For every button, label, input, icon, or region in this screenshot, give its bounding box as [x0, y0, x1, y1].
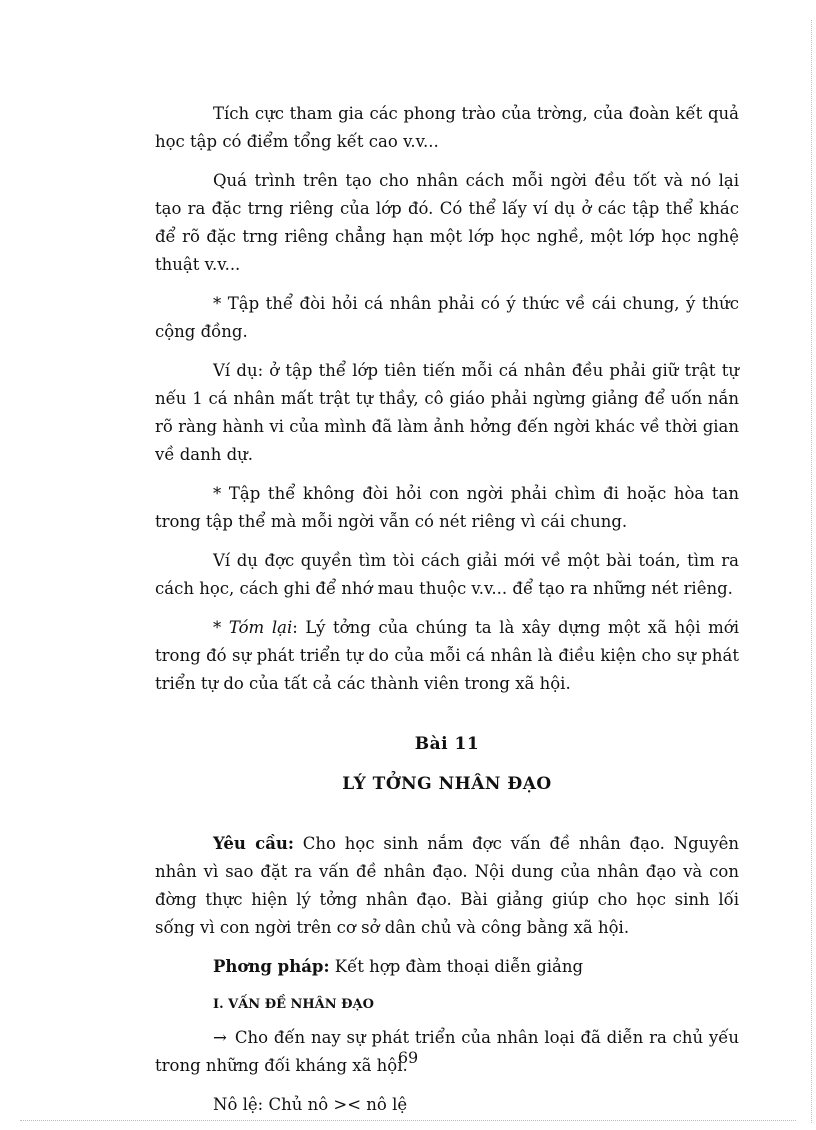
requirement-paragraph: [155, 830, 739, 942]
bottom-divider: [20, 1120, 796, 1121]
summary-text: : Lý tởng của chúng ta là xây dựng một xã hội mới trong đó sự phát triển tự do của mỗi cá nhân là điều kiện cho sự phát triển tự do của tất cả các thành viên trong xã hội.: [155, 618, 739, 693]
requirement-label: Yêu cầu:: [213, 834, 294, 853]
method-label: Phơng pháp:: [213, 957, 330, 976]
page-number: 69: [397, 1048, 419, 1067]
paragraph: Tích cực tham gia các phong trào của trờng, của đoàn kết quả học tập có điểm tổng kết cao v.v...: [155, 104, 739, 151]
page-content: [155, 100, 739, 1130]
right-divider: [811, 20, 812, 1123]
paragraph: Ví dụ: ở tập thể lớp tiên tiến mỗi cá nhân đều phải giữ trật tự nếu 1 cá nhân mất trật tự thầy, cô giáo phải ngừng giảng để uốn nắn rõ ràng hành vi của mình đã làm ảnh hởng đến ngời khác về thời gian về danh dự.: [155, 361, 739, 464]
summary-prefix: *: [213, 618, 229, 637]
section-heading: I. VẤN ĐỀ NHÂN ĐẠO: [213, 997, 374, 1012]
method-paragraph: [155, 953, 739, 981]
lesson-number: Bài 11: [414, 734, 480, 754]
paragraph: Quá trình trên tạo cho nhân cách mỗi ngời đều tốt và nó lại tạo ra đặc trng riêng của lớp đó. Có thể lấy ví dụ ở các tập thể khác để rõ đặc trng riêng chẳng hạn một lớp học nghề, một lớp học nghệ thuật v.v...: [155, 171, 739, 274]
last-line: Nô lệ: Chủ nô >< nô lệ: [213, 1095, 408, 1114]
summary-label: Tóm lại: [228, 618, 293, 637]
arrow-right-icon: →: [213, 1028, 227, 1047]
summary-paragraph: [155, 614, 739, 698]
lesson-title: LÝ TỞNG NHÂN ĐẠO: [342, 774, 552, 794]
paragraph: Ví dụ đợc quyền tìm tòi cách giải mới về một bài toán, tìm ra cách học, cách ghi để nhớ mau thuộc v.v... để tạo ra những nét riêng.: [155, 551, 739, 598]
paragraph: * Tập thể đòi hỏi cá nhân phải có ý thức về cái chung, ý thức cộng đồng.: [155, 294, 739, 341]
method-text: Kết hợp đàm thoại diễn giảng: [329, 957, 584, 976]
arrow-paragraph-text: Cho đến nay sự phát triển của nhân loại đã diễn ra chủ yếu trong những đối kháng xã hội.: [155, 1028, 739, 1075]
requirement-text: Cho học sinh nắm đợc vấn đề nhân đạo. Nguyên nhân vì sao đặt ra vấn đề nhân đạo. Nội dung của nhân đạo và con đờng thực hiện lý tởng nhân đạo. Bài giảng giúp cho học sinh lối sống vì con ngời trên cơ sở dân chủ và công bằng xã hội.: [155, 834, 739, 937]
paragraph: * Tập thể không đòi hỏi con ngời phải chìm đi hoặc hòa tan trong tập thể mà mỗi ngời vẫn có nét riêng vì cái chung.: [155, 484, 739, 531]
